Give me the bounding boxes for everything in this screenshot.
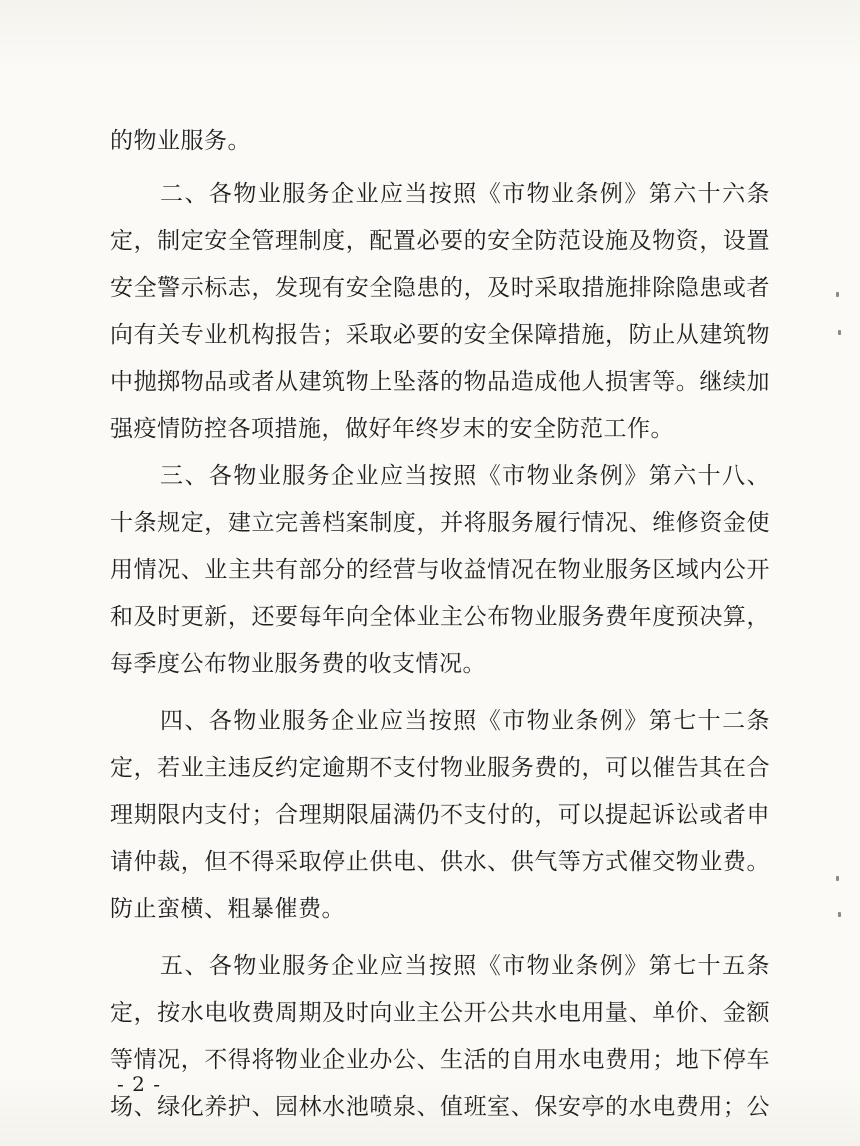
text-line: 定，按水电收费周期及时向业主公开公共水电用量、单价、金额 [110, 1000, 770, 1026]
paragraph-2-line-1: 二、各物业服务企业应当按照《市物业条例》第六十六条 [160, 181, 770, 207]
text-line: 安全警示标志，发现有安全隐患的，及时采取措施排除隐患或者 [110, 275, 770, 301]
text-line: 定，若业主违反约定逾期不支付物业服务费的，可以催告其在合 [110, 755, 770, 781]
scan-speck [836, 876, 839, 881]
text-line: 向有关专业机构报告；采取必要的安全保障措施，防止从建筑物 [110, 322, 770, 348]
text-line: 请仲裁，但不得采取停止供电、供水、供气等方式催交物业费。 [110, 849, 770, 875]
text-line: 等情况，不得将物业企业办公、生活的自用水电费用；地下停车 [110, 1047, 770, 1073]
scan-speck [836, 292, 839, 297]
text-line: 十条规定，建立完善档案制度，并将服务履行情况、维修资金使 [110, 510, 770, 536]
text-line: 防止蛮横、粗暴催费。 [110, 896, 345, 922]
text-line: 场、绿化养护、园林水池喷泉、值班室、保安亭的水电费用；公 [110, 1094, 770, 1120]
text-line: 每季度公布物业服务费的收支情况。 [110, 651, 486, 677]
paragraph-3-line-1: 三、各物业服务企业应当按照《市物业条例》第六十八、 [160, 463, 770, 489]
page-number: - 2 - [117, 1072, 161, 1096]
scan-speck [838, 330, 841, 335]
scan-speck [838, 912, 841, 917]
text-line: 和及时更新，还要每年向全体业主公布物业服务费年度预决算， [110, 604, 770, 630]
text-line: 定，制定安全管理制度，配置必要的安全防范设施及物资，设置 [110, 228, 770, 254]
document-body [110, 118, 770, 1131]
paragraph-5-line-1: 五、各物业服务企业应当按照《市物业条例》第七十五条 [160, 953, 770, 979]
text-line: 强疫情防控各项措施，做好年终岁末的安全防范工作。 [110, 416, 674, 442]
paragraph-4-line-1: 四、各物业服务企业应当按照《市物业条例》第七十二条 [160, 708, 770, 734]
text-line: 用情况、业主共有部分的经营与收益情况在物业服务区域内公开 [110, 557, 770, 583]
text-line: 理期限内支付；合理期限届满仍不支付的，可以提起诉讼或者申 [110, 802, 770, 828]
text-line: 的物业服务。 [110, 128, 251, 154]
text-line: 中抛掷物品或者从建筑物上坠落的物品造成他人损害等。继续加 [110, 369, 770, 395]
